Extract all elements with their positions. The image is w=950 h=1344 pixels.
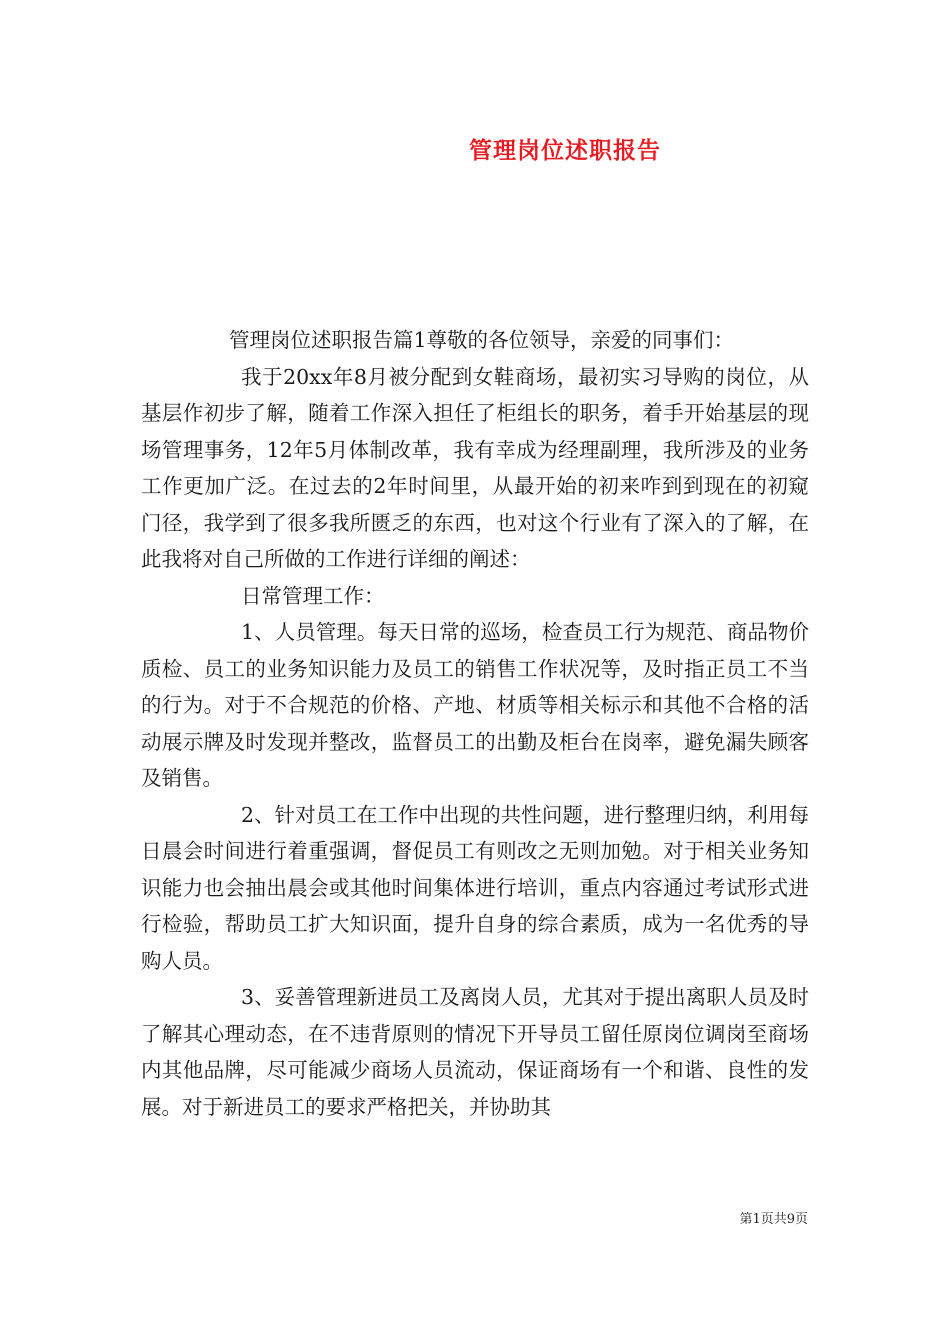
paragraph: 2、针对员工在工作中出现的共性问题，进行整理归纳，利用每日晨会时间进行着重强调，督促员工有则改之无则加勉。对于相关业务知识能力也会抽出晨会或其他时间集体进行培训，重点内容通过考试形式进行检验，帮助员工扩大知识面，提升自身的综合素质，成为一名优秀的导购人员。	[141, 802, 809, 973]
paragraph: 1、人员管理。每天日常的巡场，检查员工行为规范、商品物价质检、员工的业务知识能力及员工的销售工作状况等，及时指正员工不当的行为。对于不合规范的价格、产地、材质等相关标示和其他不合格的活动展示牌及时发现并整改，监督员工的出勤及柜台在岗率，避免漏失顾客及销售。	[141, 620, 809, 790]
paragraph: 我于20xx年8月被分配到女鞋商场，最初实习导购的岗位，从基层作初步了解，随着工作深入担任了柜组长的职务，着手开始基层的现场管理事务，12年5月体制改革，我有幸成为经理副理，我所涉及的业务工作更加广泛。在过去的2年时间里，从最开始的初来咋到到现在的初窥门径，我学到了很多我所匮乏的东西，也对这个行业有了深入的了解，在此我将对自己所做的工作进行详细的阐述：	[141, 364, 809, 571]
document-title: 管理岗位述职报告	[469, 137, 661, 164]
intro-line: 管理岗位述职报告篇1尊敬的各位领导，亲爱的同事们：	[229, 328, 735, 352]
section-heading: 日常管理工作：	[241, 583, 385, 608]
paragraph: 3、妥善管理新进员工及离岗人员，尤其对于提出离职人员及时了解其心理动态，在不违背原则的情况下开导员工留任原岗位调岗至商场内其他品牌，尽可能减少商场人员流动，保证商场有一个和谐、良性的发展。对于新进员工的要求严格把关，并协助其	[141, 985, 809, 1119]
document-body	[141, 322, 809, 1125]
page-number: 第1页共9页	[739, 1212, 808, 1227]
